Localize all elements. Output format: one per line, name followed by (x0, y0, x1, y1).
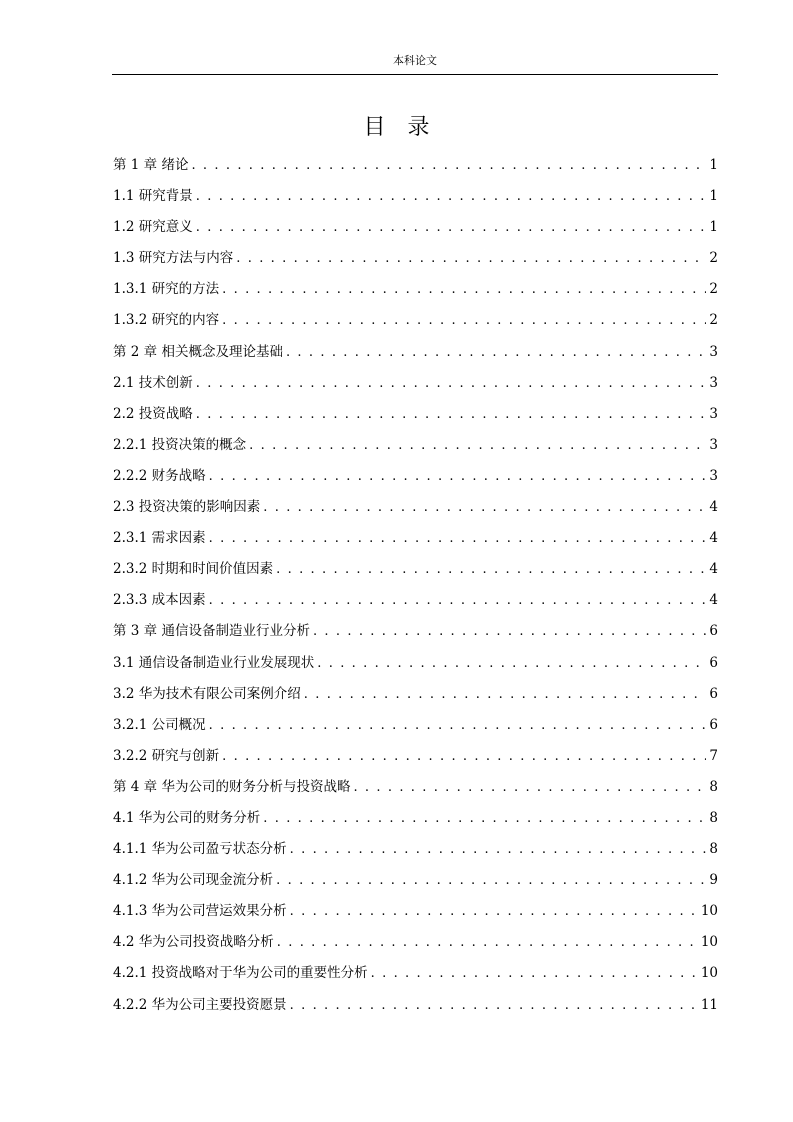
toc-entry-text: 第 3 章 通信设备制造业行业分析 (113, 623, 310, 640)
toc-entry[interactable] (113, 305, 718, 336)
toc-page-number: 3 (709, 343, 718, 360)
toc-entry[interactable] (113, 710, 718, 741)
toc-page-number: 4 (709, 499, 718, 516)
toc-page-number: 10 (700, 965, 718, 982)
toc-entry[interactable] (113, 958, 718, 989)
toc-dot-leader (371, 958, 698, 989)
toc-dot-leader (317, 648, 706, 679)
toc-dot-leader (276, 865, 706, 896)
toc-entry-text: 4.2.1 投资战略对于华为公司的重要性分析 (113, 965, 368, 982)
toc-entry[interactable] (113, 243, 718, 274)
toc-entry-text: 1.3.1 研究的方法 (113, 281, 220, 298)
toc-title: 目录 (363, 115, 452, 140)
toc-entry-text: 3.1 通信设备制造业行业发展现状 (113, 654, 315, 671)
toc-dot-leader (290, 990, 698, 1021)
toc-page-number: 3 (709, 467, 718, 484)
toc-page-number: 2 (709, 312, 718, 329)
toc-entry[interactable] (113, 368, 718, 399)
toc-entry[interactable] (113, 616, 718, 647)
toc-page-number: 3 (709, 436, 718, 453)
toc-page-number: 8 (709, 778, 718, 795)
toc-page-number: 1 (709, 157, 718, 173)
toc-dot-leader (196, 399, 707, 430)
toc-page-number: 10 (700, 903, 718, 920)
toc-dot-leader (196, 181, 707, 212)
toc-dot-leader (276, 554, 706, 585)
toc-dot-leader (236, 243, 706, 274)
toc-dot-leader (263, 492, 706, 523)
toc-page-number: 4 (709, 592, 718, 609)
toc-dot-leader (313, 616, 706, 647)
toc-page-number: 2 (709, 281, 718, 298)
toc-dot-leader (249, 430, 706, 461)
toc-entry[interactable] (113, 274, 718, 305)
toc-entry-text: 第 1 章 绪论 (113, 157, 189, 173)
toc-entry[interactable] (113, 803, 718, 834)
toc-page-number: 6 (709, 685, 718, 702)
toc-dot-leader (209, 461, 707, 492)
toc-page-number: 8 (709, 841, 718, 858)
toc-dot-leader (209, 523, 707, 554)
toc-page-number: 9 (709, 872, 718, 889)
toc-page-number: 1 (709, 219, 718, 236)
toc-entry[interactable] (113, 337, 718, 368)
toc-entry[interactable] (113, 492, 718, 523)
toc-entry-text: 4.1.1 华为公司盈亏状态分析 (113, 841, 287, 858)
toc-dot-leader (222, 741, 706, 772)
toc-entry[interactable] (113, 150, 718, 181)
toc-entry-text: 第 2 章 相关概念及理论基础 (113, 343, 283, 360)
toc-entry-text: 4.2.2 华为公司主要投资愿景 (113, 996, 287, 1013)
toc-dot-leader (353, 772, 706, 803)
toc-entry-text: 1.3.2 研究的内容 (113, 312, 220, 329)
toc-page-number: 10 (700, 934, 718, 951)
toc-entry-text: 2.3.1 需求因素 (113, 530, 206, 547)
toc-entry[interactable] (113, 585, 718, 616)
toc-page-number: 6 (709, 654, 718, 671)
toc-page-number: 4 (709, 530, 718, 547)
toc-page-number: 2 (709, 250, 718, 267)
toc-entry-text: 1.3 研究方法与内容 (113, 250, 234, 267)
toc-dot-leader (304, 679, 707, 710)
toc-page-number: 1 (709, 188, 718, 205)
toc-entry-text: 3.2.1 公司概况 (113, 716, 206, 733)
toc-dot-leader (290, 896, 698, 927)
toc-dot-leader (263, 803, 706, 834)
toc-page-number: 11 (700, 996, 718, 1013)
toc-entry-text: 2.2 投资战略 (113, 405, 193, 422)
toc-entry-text: 2.1 技术创新 (113, 374, 193, 391)
toc-dot-leader (222, 305, 706, 336)
toc-entry-text: 第 4 章 华为公司的财务分析与投资战略 (113, 778, 351, 795)
toc-entry-text: 1.2 研究意义 (113, 219, 193, 236)
toc-entry[interactable] (113, 181, 718, 212)
toc-entry[interactable] (113, 772, 718, 803)
toc-entry-text: 4.1 华为公司的财务分析 (113, 809, 261, 826)
toc-dot-leader (209, 585, 707, 616)
toc-dot-leader (222, 274, 706, 305)
toc-entry[interactable] (113, 461, 718, 492)
toc-dot-leader (286, 337, 706, 368)
toc-entry-text: 2.3.2 时期和时间价值因素 (113, 561, 274, 578)
toc-entry-text: 1.1 研究背景 (113, 188, 193, 205)
header-text: 本科论文 (393, 54, 437, 67)
toc-entry-text: 4.2 华为公司投资战略分析 (113, 934, 274, 951)
toc-entry-text: 2.2.2 财务战略 (113, 467, 206, 484)
toc-dot-leader (290, 834, 707, 865)
toc-dot-leader (209, 710, 707, 741)
toc-entry[interactable] (113, 554, 718, 585)
toc-entry-text: 3.2.2 研究与创新 (113, 747, 220, 764)
toc-page-number: 3 (709, 405, 718, 422)
toc-page-number: 8 (709, 809, 718, 826)
toc-entry[interactable] (113, 990, 718, 1021)
toc-entry[interactable] (113, 927, 718, 958)
toc-entry[interactable] (113, 648, 718, 679)
toc-dot-leader (191, 150, 706, 181)
toc-entry-text: 2.3 投资决策的影响因素 (113, 499, 261, 516)
toc-entry-text: 2.3.3 成本因素 (113, 592, 206, 609)
toc-entry[interactable] (113, 399, 718, 430)
toc-page-number: 7 (709, 747, 718, 764)
toc-entry[interactable] (113, 212, 718, 243)
toc-entry[interactable] (113, 679, 718, 710)
toc-page-number: 6 (709, 716, 718, 733)
toc-dot-leader (196, 212, 707, 243)
table-of-contents (113, 150, 718, 1021)
toc-dot-leader (277, 927, 698, 958)
toc-entry[interactable] (113, 523, 718, 554)
toc-entry[interactable] (113, 834, 718, 865)
toc-entry[interactable] (113, 865, 718, 896)
toc-entry-text: 2.2.1 投资决策的概念 (113, 436, 247, 453)
toc-entry[interactable] (113, 896, 718, 927)
toc-entry-text: 4.1.3 华为公司营运效果分析 (113, 903, 287, 920)
toc-entry-text: 3.2 华为技术有限公司案例介绍 (113, 685, 301, 702)
toc-dot-leader (196, 368, 707, 399)
toc-page-number: 6 (709, 623, 718, 640)
toc-entry-text: 4.1.2 华为公司现金流分析 (113, 872, 274, 889)
toc-page-number: 4 (709, 561, 718, 578)
toc-entry[interactable] (113, 430, 718, 461)
page-header (112, 52, 718, 75)
toc-page-number: 3 (709, 374, 718, 391)
toc-entry[interactable] (113, 741, 718, 772)
